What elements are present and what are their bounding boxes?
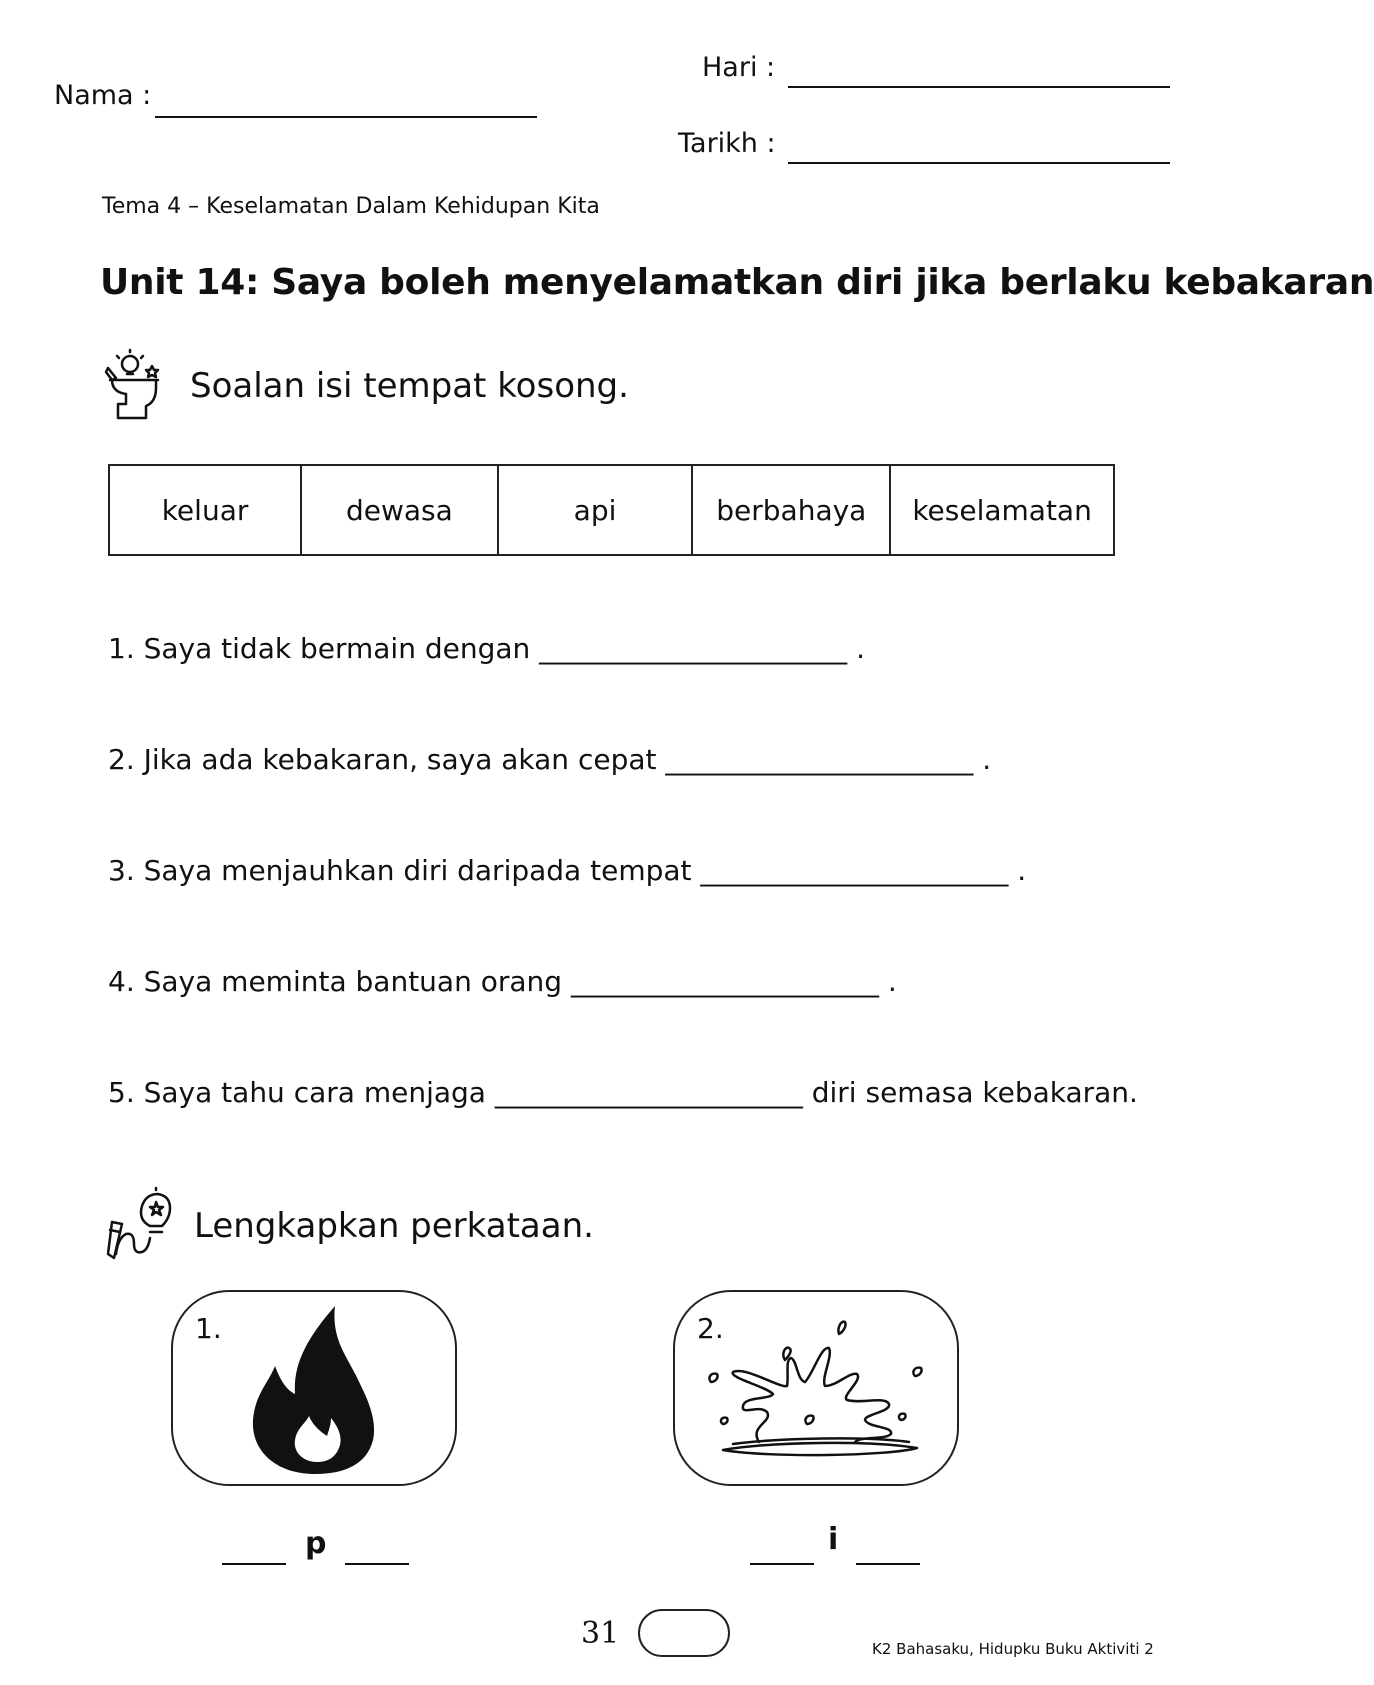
pencil-lightbulb-icon <box>104 1188 172 1260</box>
card-number: 2. <box>697 1312 724 1345</box>
unit-title: Unit 14: Saya boleh menyelamatkan diri jika berlaku kebakaran <box>100 262 1374 303</box>
word-bank-table <box>108 464 1115 556</box>
card-number: 1. <box>195 1312 222 1345</box>
picture-card-1 <box>171 1290 457 1486</box>
answer-blank[interactable] <box>750 1563 814 1565</box>
head-lightbulb-icon <box>104 348 166 420</box>
picture-card-2 <box>673 1290 959 1486</box>
date-label: Tarikh : <box>678 128 776 159</box>
question-3: 3. Saya menjauhkan diri daripada tempat ______________________ . <box>108 854 1027 887</box>
name-label: Nama : <box>54 80 152 111</box>
day-label: Hari : <box>702 52 776 83</box>
question-1: 1. Saya tidak bermain dengan ______________________ . <box>108 632 865 665</box>
given-letter: i <box>828 1522 839 1557</box>
word-bank-cell: keluar <box>109 465 301 555</box>
theme-text: Tema 4 – Keselamatan Dalam Kehidupan Kita <box>102 194 600 219</box>
book-title: K2 Bahasaku, Hidupku Buku Aktiviti 2 <box>872 1640 1154 1658</box>
section1-title: Soalan isi tempat kosong. <box>190 366 629 406</box>
name-field[interactable] <box>155 116 537 118</box>
date-field[interactable] <box>788 162 1170 164</box>
word-bank-cell: berbahaya <box>692 465 890 555</box>
question-5: 5. Saya tahu cara menjaga ______________________ diri semasa kebakaran. <box>108 1076 1138 1109</box>
day-field[interactable] <box>788 86 1170 88</box>
answer-blank[interactable] <box>345 1563 409 1565</box>
fire-icon <box>245 1302 385 1478</box>
word-bank-cell: api <box>498 465 693 555</box>
section2-title: Lengkapkan perkataan. <box>194 1206 594 1246</box>
given-letter: p <box>305 1526 327 1561</box>
answer-blank[interactable] <box>856 1563 920 1565</box>
page-number: 31 <box>581 1616 620 1651</box>
question-2: 2. Jika ada kebakaran, saya akan cepat ______________________ . <box>108 743 992 776</box>
mark-oval <box>638 1609 730 1657</box>
word-bank-cell: dewasa <box>301 465 498 555</box>
question-4: 4. Saya meminta bantuan orang ______________________ . <box>108 965 897 998</box>
answer-blank[interactable] <box>222 1563 286 1565</box>
water-splash-icon <box>689 1316 947 1476</box>
word-bank-cell: keselamatan <box>890 465 1114 555</box>
